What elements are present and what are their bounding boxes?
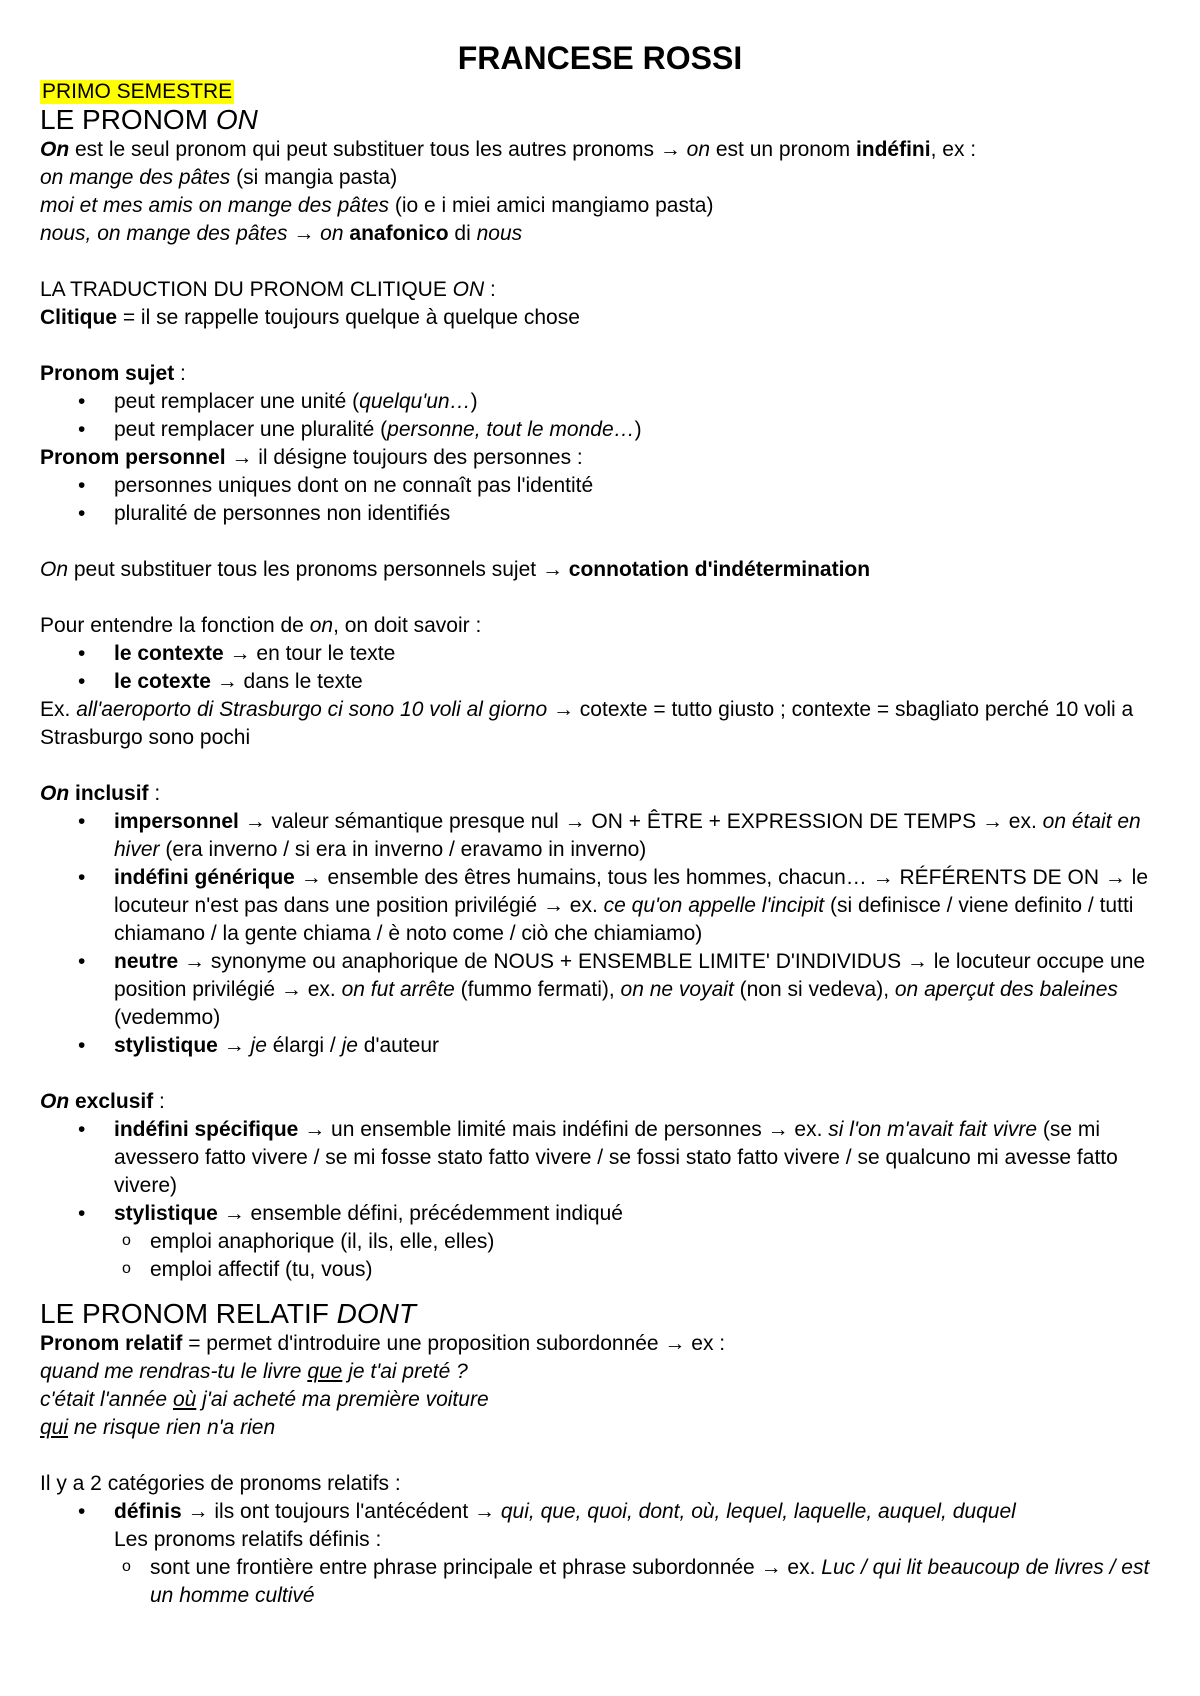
example-line: c'était l'année où j'ai acheté ma première voiture: [40, 1388, 489, 1411]
example-line: nous, on mange des pâtes → on anafonico di nous: [40, 222, 523, 245]
list-item: • définis → ils ont toujours l'antécédent → qui, que, quoi, dont, où, lequel, laquelle, auquel, duquel Les pronoms relatifs définis :: [40, 1498, 1160, 1554]
list-item: • impersonnel → valeur sémantique presque nul → ON + ÊTRE + EXPRESSION DE TEMPS → ex. on était en hiver (era inverno / si era in inverno / eravamo in inverno): [40, 808, 1160, 864]
strasbourg-example: Ex. all'aeroporto di Strasburgo ci sono 10 voli al giorno → cotexte = tutto giusto ; contexte = sbagliato perché 10 voli a Strasburgo sono pochi: [40, 698, 1134, 749]
on-inclusif-list: [40, 808, 1160, 1060]
list-item: • neutre → synonyme ou anaphorique de NOUS + ENSEMBLE LIMITE' D'INDIVIDUS → le locuteur occupe une position privilégié → ex. on fut arrête (fummo fermati), on ne voyait (non si vedeva), on aperçut des baleines (vedemmo): [40, 948, 1160, 1032]
document-title: FRANCESE ROSSI: [457, 40, 743, 76]
pronom-relatif-definition: Pronom relatif = permet d'introduire une proposition subordonnée → ex :: [40, 1332, 726, 1355]
fonction-list: [40, 640, 1160, 696]
pronom-sujet-heading: Pronom sujet :: [40, 362, 186, 385]
example-line: qui ne risque rien n'a rien: [40, 1416, 276, 1439]
list-item: • peut remplacer une pluralité (personne, tout le monde…): [40, 416, 1160, 444]
list-item: • indéfini générique → ensemble des êtres humains, tous les hommes, chacun… → RÉFÉRENTS DE ON → le locuteur n'est pas dans une position privilégié → ex. ce qu'on appelle l'incipit (si definisce / viene definito / tutti chiamano / la gente chiama / è noto come / ciò che chiamiamo): [40, 864, 1160, 948]
list-item: • stylistique → ensemble défini, précédemment indiqué: [40, 1200, 1160, 1228]
sub-list-item: o emploi anaphorique (il, ils, elle, elles): [40, 1228, 1160, 1256]
list-item: • le cotexte → dans le texte: [40, 668, 1160, 696]
on-exclusif-list: [40, 1116, 1160, 1284]
list-item: • stylistique → je élargi / je d'auteur: [40, 1032, 1160, 1060]
pronom-personnel-list: [40, 472, 1160, 528]
substitution-line: On peut substituer tous les pronoms personnels sujet → connotation d'indétermination: [40, 558, 871, 581]
list-item: • le contexte → en tour le texte: [40, 640, 1160, 668]
section-heading-dont: LE PRONOM RELATIF DONT: [40, 1298, 416, 1329]
section-heading-on: LE PRONOM ON: [40, 104, 258, 135]
example-line: moi et mes amis on mange des pâtes (io e i miei amici mangiamo pasta): [40, 194, 714, 217]
example-line: quand me rendras-tu le livre que je t'ai preté ?: [40, 1360, 468, 1383]
pronom-personnel-heading: Pronom personnel → il désigne toujours des personnes :: [40, 446, 583, 469]
on-inclusif-heading: On inclusif :: [40, 782, 161, 805]
list-item: • personnes uniques dont on ne connaît pas l'identité: [40, 472, 1160, 500]
categories-line: Il y a 2 catégories de pronoms relatifs :: [40, 1472, 401, 1495]
semester-highlight: PRIMO SEMESTRE: [42, 80, 233, 103]
traduction-heading: LA TRADUCTION DU PRONOM CLITIQUE ON :: [40, 278, 496, 301]
fonction-heading: Pour entendre la fonction de on, on doit savoir :: [40, 614, 482, 637]
intro-line: On est le seul pronom qui peut substituer tous les autres pronoms → on est un pronom indéfini, ex :: [40, 138, 977, 161]
example-line: on mange des pâtes (si mangia pasta): [40, 166, 398, 189]
list-item: • pluralité de personnes non identifiés: [40, 500, 1160, 528]
pronom-sujet-list: [40, 388, 1160, 444]
on-exclusif-heading: On exclusif :: [40, 1090, 165, 1113]
list-item: • indéfini spécifique → un ensemble limité mais indéfini de personnes → ex. si l'on m'avait fait vivre (se mi avessero fatto vivere / se mi fosse stato fatto vivere / se fossi stato fatto vivere / se qualcuno mi avesse fatto vivere): [40, 1116, 1160, 1200]
sub-list-item: o emploi affectif (tu, vous): [40, 1256, 1160, 1284]
list-item: • peut remplacer une unité (quelqu'un…): [40, 388, 1160, 416]
sub-list-item: o sont une frontière entre phrase principale et phrase subordonnée → ex. Luc / qui lit beaucoup de livres / est un homme cultivé: [40, 1554, 1160, 1610]
relatifs-list: [40, 1498, 1160, 1610]
clitique-definition: Clitique = il se rappelle toujours quelque à quelque chose: [40, 306, 580, 329]
